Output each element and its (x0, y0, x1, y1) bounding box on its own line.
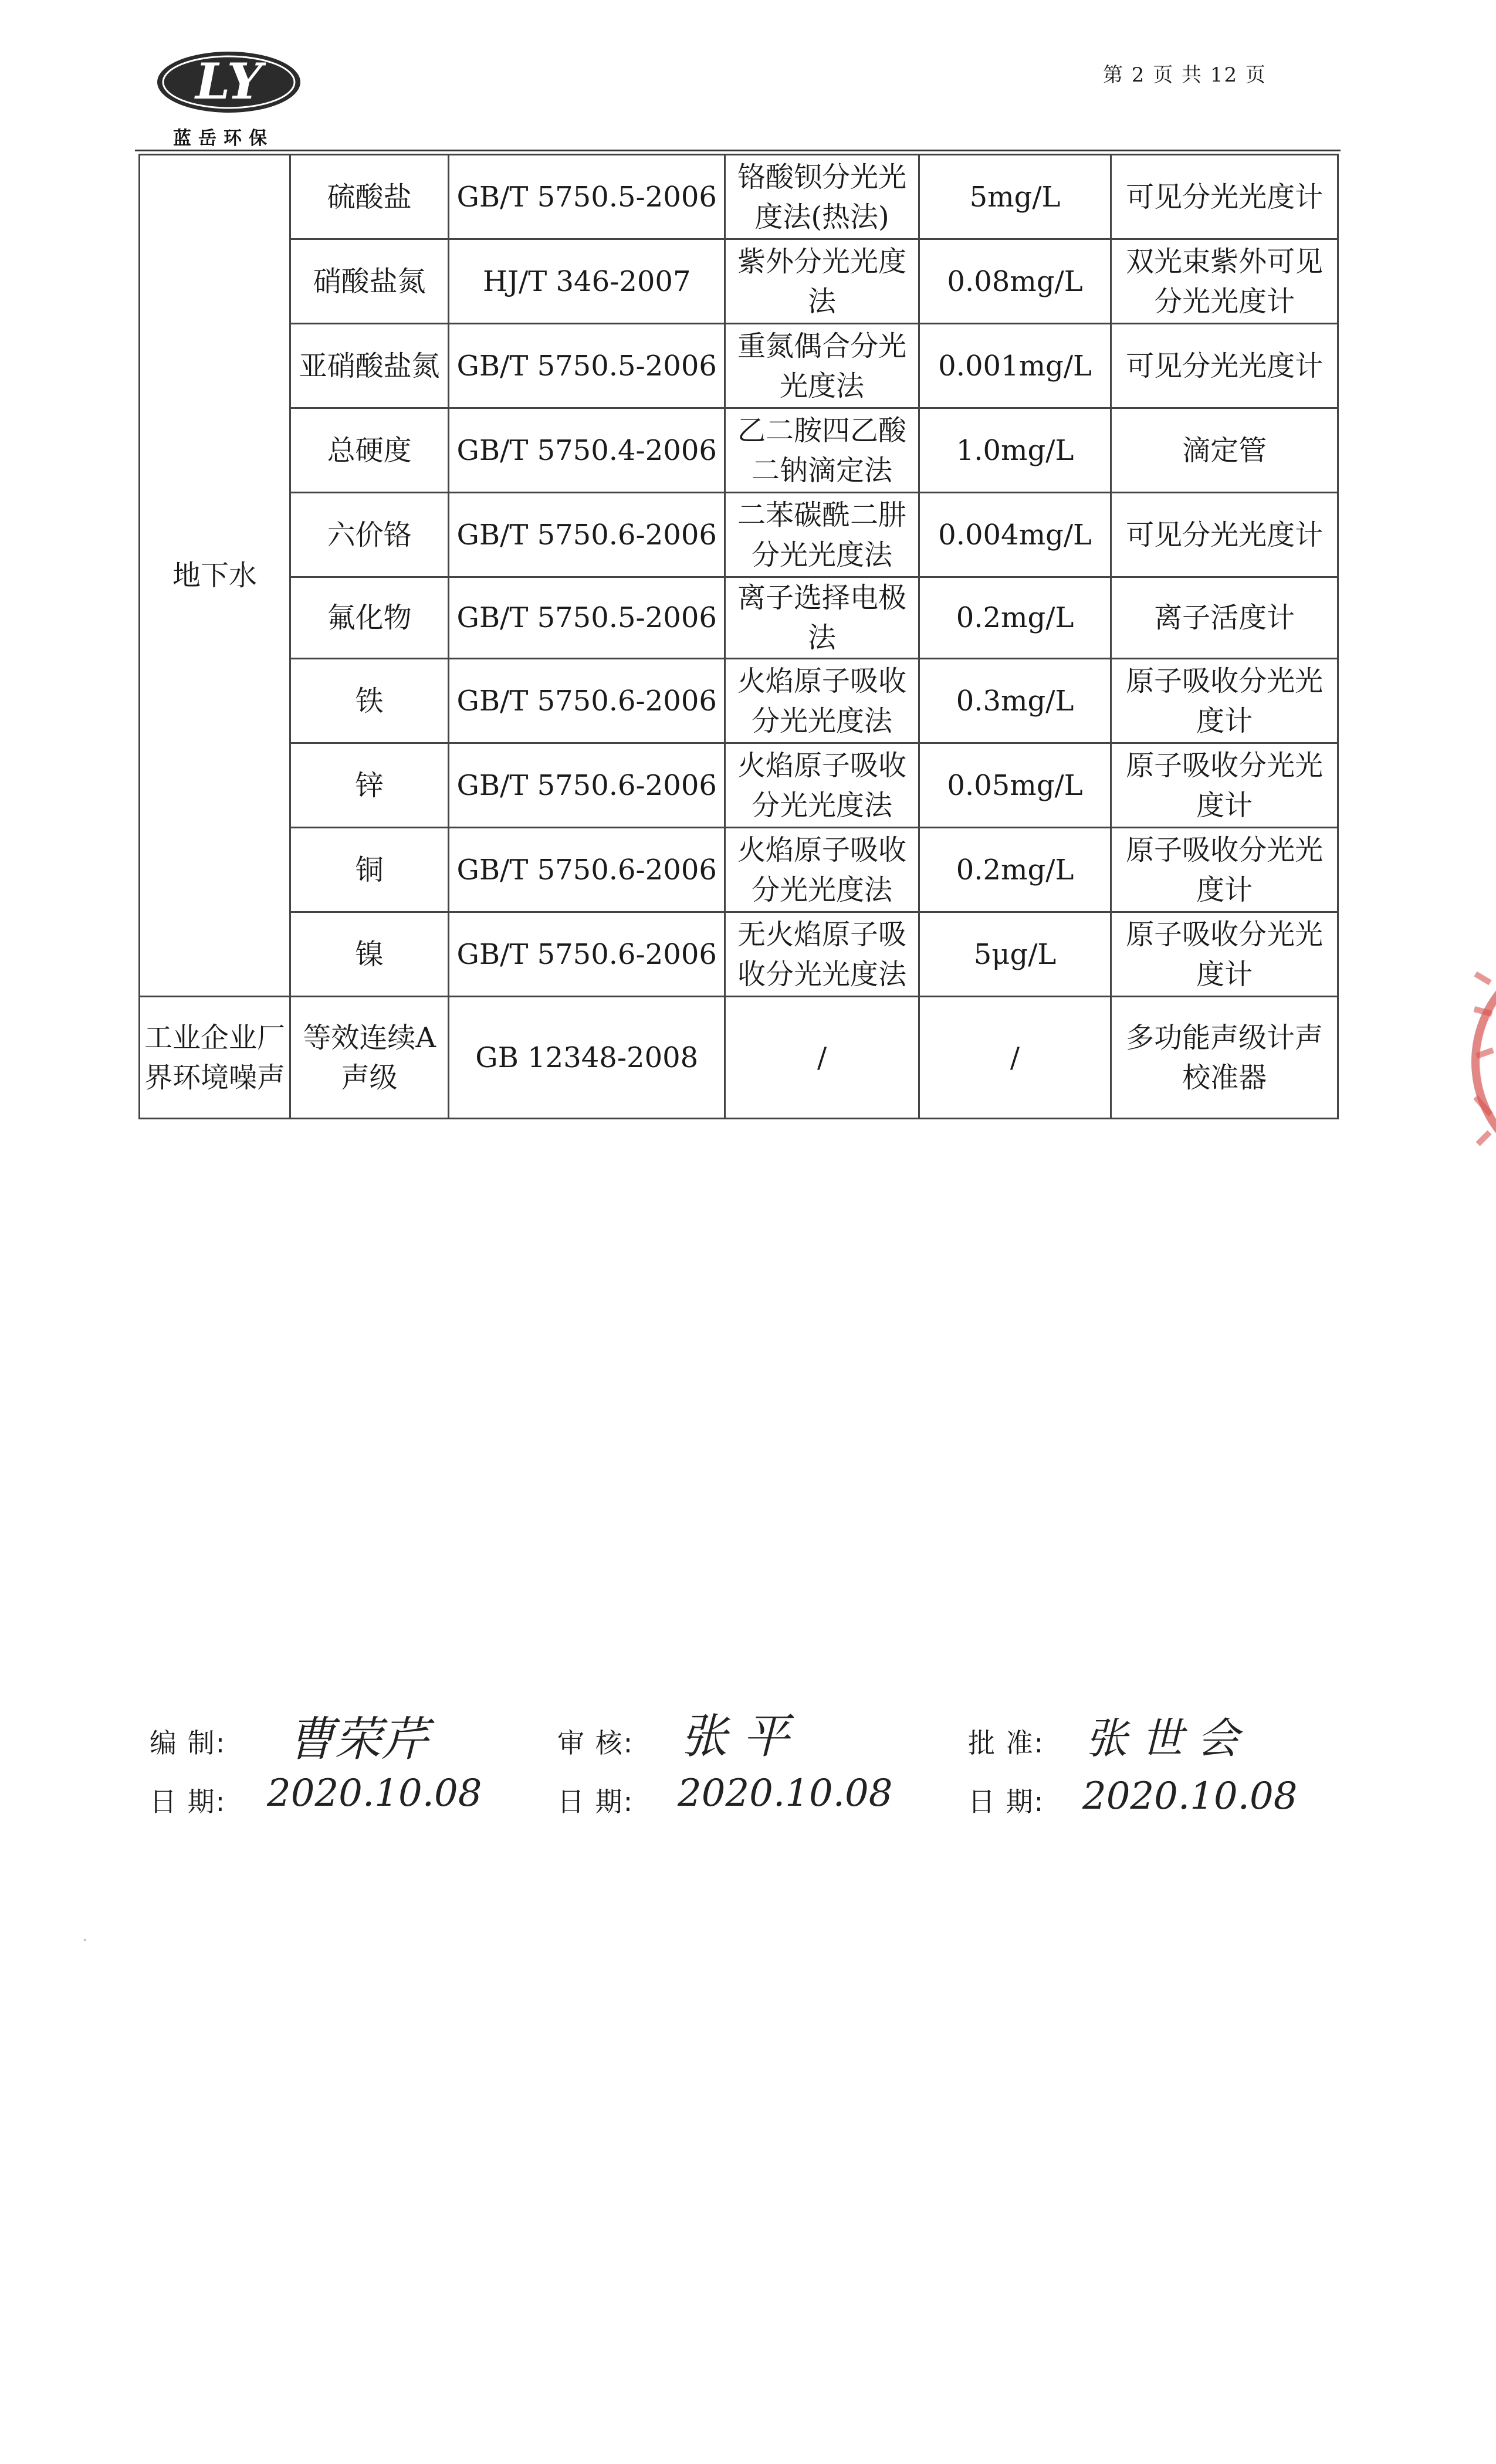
table-row (140, 493, 1338, 577)
method-cell: 火焰原子吸收分光光度法 (725, 743, 919, 828)
limit-cell: 0.2mg/L (919, 577, 1111, 659)
prepared-date-label: 日 期: (150, 1786, 226, 1817)
prepared-label: 编 制: (150, 1727, 226, 1759)
prepared-date: 2020.10.08 (267, 1772, 482, 1815)
scan-speck: · (82, 1930, 88, 1951)
page-number: 第 2 页 共 12 页 (1103, 63, 1267, 87)
reviewed-signature: 张 平 (681, 1709, 790, 1764)
instrument-cell: 原子吸收分光光度计 (1111, 743, 1338, 828)
method-table-body (140, 155, 1338, 1119)
brand-name: 蓝岳环保 (173, 128, 274, 149)
item-cell: 镍 (290, 912, 449, 997)
standard-cell: GB/T 5750.5-2006 (449, 577, 725, 659)
method-cell: 乙二胺四乙酸二钠滴定法 (725, 408, 919, 493)
limit-cell: 0.004mg/L (919, 493, 1111, 577)
item-cell: 硫酸盐 (290, 155, 449, 239)
instrument-cell: 可见分光光度计 (1111, 493, 1338, 577)
reviewed-label: 审 核: (557, 1727, 634, 1759)
table-row (140, 828, 1338, 912)
prepared-signature: 曹荣芹 (287, 1712, 428, 1766)
instrument-cell: 可见分光光度计 (1111, 155, 1338, 239)
method-cell: 火焰原子吸收分光光度法 (725, 828, 919, 912)
standard-cell: GB/T 5750.5-2006 (449, 155, 725, 239)
method-cell: 铬酸钡分光光度法(热法) (725, 155, 919, 239)
item-cell: 等效连续A声级 (290, 997, 449, 1119)
instrument-cell: 离子活度计 (1111, 577, 1338, 659)
reviewed-date-label: 日 期: (557, 1786, 634, 1817)
standard-cell: HJ/T 346-2007 (449, 239, 725, 324)
reviewed-date: 2020.10.08 (678, 1772, 893, 1815)
item-cell: 总硬度 (290, 408, 449, 493)
instrument-cell: 原子吸收分光光度计 (1111, 828, 1338, 912)
method-cell: 紫外分光光度法 (725, 239, 919, 324)
item-cell: 锌 (290, 743, 449, 828)
approved-label: 批 准: (968, 1727, 1045, 1759)
method-cell: 无火焰原子吸收分光光度法 (725, 912, 919, 997)
limit-cell: 0.05mg/L (919, 743, 1111, 828)
standard-cell: GB/T 5750.6-2006 (449, 493, 725, 577)
item-cell: 六价铬 (290, 493, 449, 577)
table-row (140, 912, 1338, 997)
table-row (140, 577, 1338, 659)
seal-stamp (1464, 939, 1496, 1185)
standard-cell: GB/T 5750.6-2006 (449, 659, 725, 743)
limit-cell: 5μg/L (919, 912, 1111, 997)
table-row (140, 408, 1338, 493)
limit-cell: 0.2mg/L (919, 828, 1111, 912)
standard-cell: GB 12348-2008 (449, 997, 725, 1119)
category-cell: 工业企业厂界环境噪声 (140, 997, 290, 1119)
standard-cell: GB/T 5750.6-2006 (449, 743, 725, 828)
instrument-cell: 原子吸收分光光度计 (1111, 659, 1338, 743)
standard-cell: GB/T 5750.5-2006 (449, 324, 725, 408)
table-row (140, 324, 1338, 408)
method-cell: / (725, 997, 919, 1119)
method-table (138, 154, 1339, 1119)
instrument-cell: 原子吸收分光光度计 (1111, 912, 1338, 997)
method-cell: 二苯碳酰二肼分光光度法 (725, 493, 919, 577)
limit-cell: 0.001mg/L (919, 324, 1111, 408)
table-row (140, 659, 1338, 743)
logo-letters: LY (195, 52, 262, 110)
instrument-cell: 多功能声级计声校准器 (1111, 997, 1338, 1119)
category-cell: 地下水 (140, 155, 290, 997)
method-cell: 火焰原子吸收分光光度法 (725, 659, 919, 743)
table-row (140, 997, 1338, 1119)
method-cell: 重氮偶合分光光度法 (725, 324, 919, 408)
company-logo (150, 46, 308, 148)
standard-cell: GB/T 5750.4-2006 (449, 408, 725, 493)
limit-cell: 5mg/L (919, 155, 1111, 239)
instrument-cell: 可见分光光度计 (1111, 324, 1338, 408)
item-cell: 铁 (290, 659, 449, 743)
standard-cell: GB/T 5750.6-2006 (449, 828, 725, 912)
instrument-cell: 双光束紫外可见分光光度计 (1111, 239, 1338, 324)
standard-cell: GB/T 5750.6-2006 (449, 912, 725, 997)
limit-cell: 0.08mg/L (919, 239, 1111, 324)
approved-date-label: 日 期: (968, 1786, 1045, 1817)
method-cell: 离子选择电极法 (725, 577, 919, 659)
item-cell: 亚硝酸盐氮 (290, 324, 449, 408)
logo-emblem (150, 46, 308, 122)
limit-cell: / (919, 997, 1111, 1119)
limit-cell: 1.0mg/L (919, 408, 1111, 493)
limit-cell: 0.3mg/L (919, 659, 1111, 743)
approved-signature: 张 世 会 (1085, 1714, 1239, 1763)
instrument-cell: 滴定管 (1111, 408, 1338, 493)
item-cell: 氟化物 (290, 577, 449, 659)
table-row (140, 155, 1338, 239)
table-row (140, 743, 1338, 828)
approved-date: 2020.10.08 (1082, 1775, 1298, 1818)
item-cell: 铜 (290, 828, 449, 912)
header-divider (135, 150, 1341, 151)
table-row (140, 239, 1338, 324)
item-cell: 硝酸盐氮 (290, 239, 449, 324)
